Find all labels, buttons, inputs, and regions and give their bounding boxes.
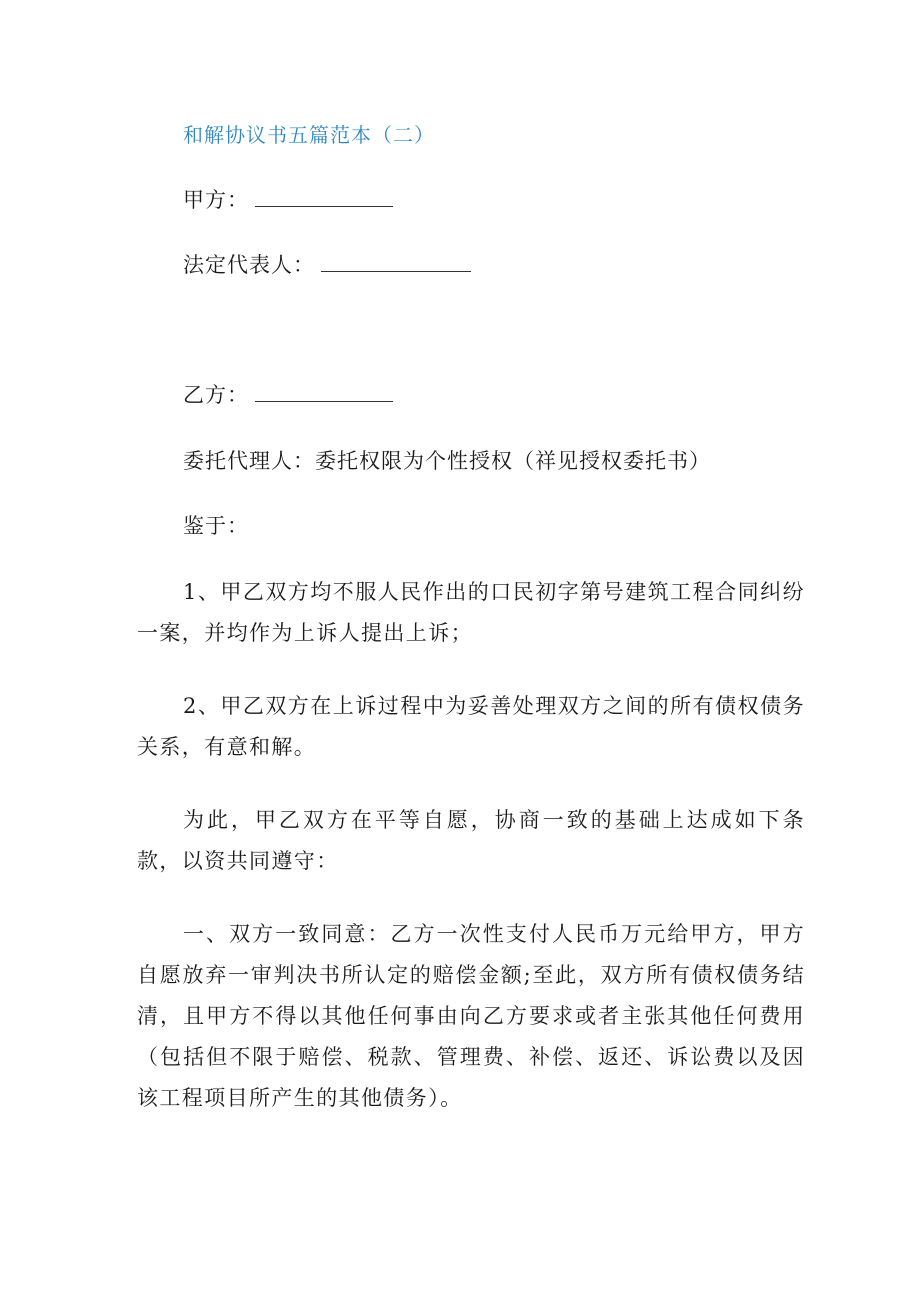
intro-paragraph: 为此，甲乙双方在平等自愿，协商一致的基础上达成如下条款，以资共同遵守：	[137, 808, 805, 873]
legal-rep-label: 法定代表人：	[183, 253, 315, 277]
clause-2: 2、甲乙双方在上诉过程中为妥善处理双方之间的所有债权债务关系，有意和解。	[137, 694, 805, 759]
article-1: 一、双方一致同意：乙方一次性支付人民币万元给甲方，甲方自愿放弃一审判决书所认定的赔偿金额;至此，双方所有债权债务结清，且甲方不得以其他任何事由向乙方要求或者主张其他任何费用（包括但不限于赔偿、税款、管理费、补偿、返还、诉讼费以及因该工程项目所产生的其他债务）。	[137, 922, 805, 1110]
legal-rep-line	[183, 251, 471, 279]
party-b-line	[183, 381, 393, 409]
party-a-label: 甲方：	[183, 188, 249, 212]
party-b-blank	[255, 383, 393, 402]
agent-line: 委托代理人：委托权限为个性授权（祥见授权委托书）	[183, 449, 711, 473]
legal-rep-blank	[321, 253, 471, 272]
party-a-line	[183, 186, 393, 214]
document-title: 和解协议书五篇范本（二）	[183, 123, 435, 147]
party-a-blank	[255, 188, 393, 207]
party-b-label: 乙方：	[183, 383, 249, 407]
whereas-label: 鉴于：	[183, 514, 249, 538]
clause-1: 1、甲乙双方均不服人民作出的口民初字第号建筑工程合同纠纷一案，并均作为上诉人提出上诉；	[137, 580, 805, 645]
